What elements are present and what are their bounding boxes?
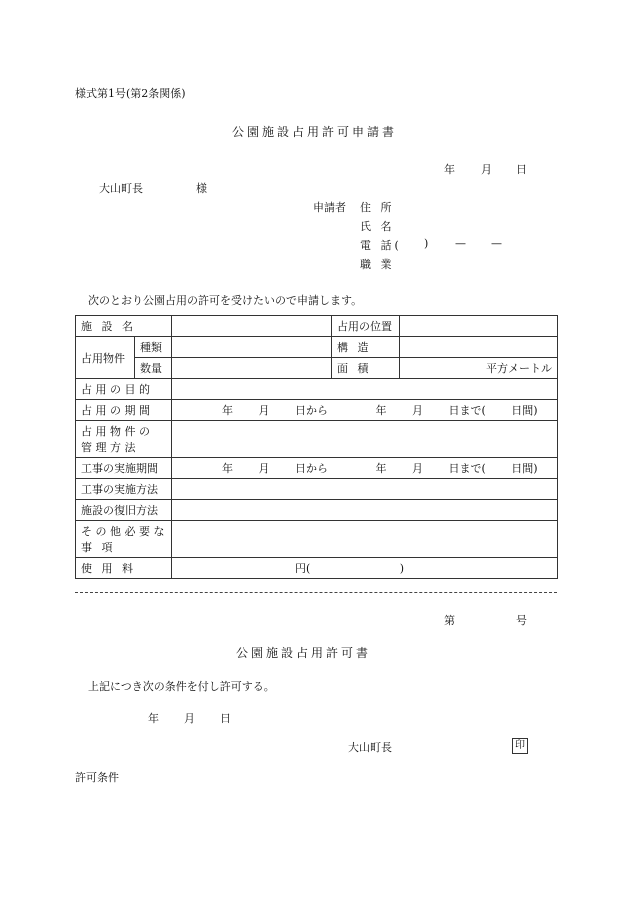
- applicant-phone-dash-2: —: [491, 237, 502, 250]
- management-value: [172, 421, 558, 458]
- quantity-label: 数量: [135, 358, 172, 379]
- kind-label: 種類: [135, 337, 172, 358]
- restoration-method-value: [172, 500, 558, 521]
- form-title: 公園施設占用許可申請書: [232, 125, 398, 139]
- application-statement: 次のとおり公園占用の許可を受けたいので申請します。: [88, 294, 363, 307]
- permit-number-suffix: 号: [516, 614, 527, 627]
- addressee-honorific: 様: [196, 182, 207, 195]
- purpose-label: 占 用 の 目 的: [76, 379, 172, 400]
- table-row: [76, 458, 558, 479]
- table-row: [76, 400, 558, 421]
- table-row: [76, 500, 558, 521]
- area-unit: 平方メートル: [400, 358, 558, 379]
- restoration-method-label: 施設の復旧方法: [76, 500, 172, 521]
- application-table: [75, 315, 558, 579]
- permit-title: 公園施設占用許可書: [236, 646, 372, 660]
- construction-method-label: 工事の実施方法: [76, 479, 172, 500]
- date-day: 日: [516, 163, 527, 176]
- quantity-value: [172, 358, 332, 379]
- permit-date-year: 年: [148, 712, 159, 725]
- cut-line-divider: [75, 592, 557, 593]
- table-row: [76, 379, 558, 400]
- location-label: 占用の位置: [332, 316, 400, 337]
- date-month: 月: [481, 163, 492, 176]
- permit-date-month: 月: [184, 712, 195, 725]
- applicant-phone-label: 電 話(: [360, 239, 402, 252]
- seal-mark: 印: [512, 738, 528, 754]
- structure-label: 構 造: [332, 337, 400, 358]
- table-row: [76, 558, 558, 579]
- structure-value: [400, 337, 558, 358]
- date-year: 年: [444, 163, 455, 176]
- kind-value: [172, 337, 332, 358]
- applicant-phone-dash-1: —: [455, 237, 466, 250]
- table-row: [76, 479, 558, 500]
- location-value: [400, 316, 558, 337]
- occupied-object-label: 占用物件: [76, 337, 135, 379]
- facility-name-value: [172, 316, 332, 337]
- applicant-address-label: 住 所: [360, 201, 395, 214]
- table-row: [76, 421, 558, 458]
- purpose-value: [172, 379, 558, 400]
- applicant-occupation-label: 職 業: [360, 258, 395, 271]
- period-value: 年 月 日から 年 月 日まで( 日間): [172, 400, 558, 421]
- table-row: [76, 358, 558, 379]
- other-label: そ の 他 必 要 な 事 項: [76, 521, 172, 558]
- applicant-phone-close: ): [424, 237, 429, 250]
- facility-name-label: 施 設 名: [76, 316, 172, 337]
- construction-method-value: [172, 479, 558, 500]
- fee-label: 使 用 料: [76, 558, 172, 579]
- permit-statement: 上記につき次の条件を付し許可する。: [88, 680, 275, 693]
- permit-issuer: 大山町長: [348, 741, 392, 754]
- construction-period-value: 年 月 日から 年 月 日まで( 日間): [172, 458, 558, 479]
- table-row: [76, 521, 558, 558]
- form-number: 様式第1号(第2条関係): [75, 87, 186, 100]
- permit-conditions-label: 許可条件: [75, 771, 119, 784]
- applicant-label: 申請者: [313, 201, 346, 214]
- area-label: 面 積: [332, 358, 400, 379]
- table-row: [76, 337, 558, 358]
- fee-value: 円( ): [172, 558, 558, 579]
- addressee: 大山町長: [99, 182, 143, 195]
- other-value: [172, 521, 558, 558]
- period-label: 占 用 の 期 間: [76, 400, 172, 421]
- construction-period-label: 工事の実施期間: [76, 458, 172, 479]
- table-row: [76, 316, 558, 337]
- permit-number-prefix: 第: [444, 614, 455, 627]
- permit-date-day: 日: [220, 712, 231, 725]
- management-label: 占 用 物 件 の 管 理 方 法: [76, 421, 172, 458]
- applicant-name-label: 氏 名: [360, 220, 395, 233]
